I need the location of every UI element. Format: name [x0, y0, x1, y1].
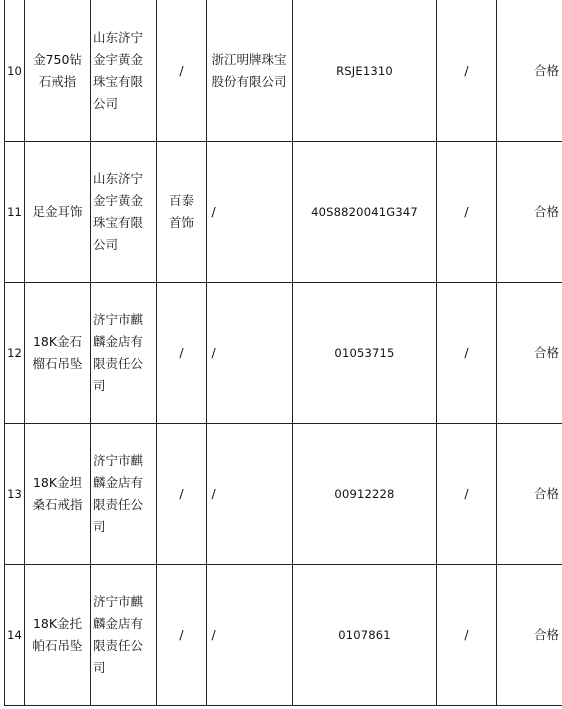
manufacturer-name: /	[211, 486, 216, 501]
manufacturer-cell	[207, 424, 293, 565]
manufacturer-name: /	[211, 345, 216, 360]
model-number: 01053715	[293, 283, 437, 424]
manufacturer-cell	[207, 142, 293, 283]
extra-field: /	[437, 283, 497, 424]
product-name-cell	[25, 0, 91, 142]
product-name-cell	[25, 424, 91, 565]
brand-name: /	[179, 345, 184, 360]
product-name: 18K金托帕石吊坠	[32, 616, 83, 653]
brand-cell	[157, 424, 207, 565]
table-row	[5, 0, 562, 142]
manufacturer-cell	[207, 0, 293, 142]
inspection-result: 合格	[497, 424, 562, 565]
manufacturer-name: /	[211, 204, 216, 219]
extra-field: /	[437, 424, 497, 565]
inspection-result: 合格	[497, 0, 562, 142]
brand-name: /	[179, 627, 184, 642]
product-name: 足金耳饰	[32, 204, 83, 219]
model-number: 00912228	[293, 424, 437, 565]
seller-name: 山东济宁金宇黄金珠宝有限公司	[93, 29, 144, 111]
brand-cell	[157, 0, 207, 142]
brand-name: /	[179, 486, 184, 501]
inspection-result: 合格	[497, 565, 562, 706]
seller-name: 济宁市麒麟金店有限责任公司	[93, 453, 144, 534]
seller-name: 济宁市麒麟金店有限责任公司	[93, 312, 144, 393]
product-name: 18K金坦桑石戒指	[32, 475, 83, 512]
inspection-result: 合格	[497, 142, 562, 283]
brand-cell	[157, 142, 207, 283]
extra-field: /	[437, 565, 497, 706]
seller-name: 山东济宁金宇黄金珠宝有限公司	[93, 171, 144, 252]
product-name-cell	[25, 283, 91, 424]
manufacturer-name: 浙江明牌珠宝股份有限公司	[211, 51, 287, 89]
manufacturer-cell	[207, 565, 293, 706]
inspection-result: 合格	[497, 283, 562, 424]
product-name-cell	[25, 565, 91, 706]
product-name: 金750钻石戒指	[33, 51, 82, 89]
product-name-cell	[25, 142, 91, 283]
row-number: 14	[5, 565, 25, 706]
inspection-results-table	[4, 0, 562, 706]
seller-cell	[91, 283, 157, 424]
seller-cell	[91, 565, 157, 706]
seller-cell	[91, 142, 157, 283]
manufacturer-name: /	[211, 627, 216, 642]
brand-cell	[157, 283, 207, 424]
table-row	[5, 142, 562, 283]
model-number: RSJE1310	[293, 0, 437, 142]
table-row	[5, 283, 562, 424]
brand-name: 百泰首饰	[168, 193, 194, 230]
extra-field: /	[437, 0, 497, 142]
brand-cell	[157, 565, 207, 706]
row-number: 10	[5, 0, 25, 142]
extra-field: /	[437, 142, 497, 283]
brand-name: /	[179, 62, 184, 78]
row-number: 11	[5, 142, 25, 283]
table-row	[5, 424, 562, 565]
model-number: 40S8820041G347	[293, 142, 437, 283]
row-number: 13	[5, 424, 25, 565]
product-name: 18K金石榴石吊坠	[32, 334, 83, 371]
table-body	[5, 0, 562, 706]
table-row	[5, 565, 562, 706]
row-number: 12	[5, 283, 25, 424]
model-number: 0107861	[293, 565, 437, 706]
seller-cell	[91, 0, 157, 142]
manufacturer-cell	[207, 283, 293, 424]
seller-name: 济宁市麒麟金店有限责任公司	[93, 594, 144, 675]
seller-cell	[91, 424, 157, 565]
